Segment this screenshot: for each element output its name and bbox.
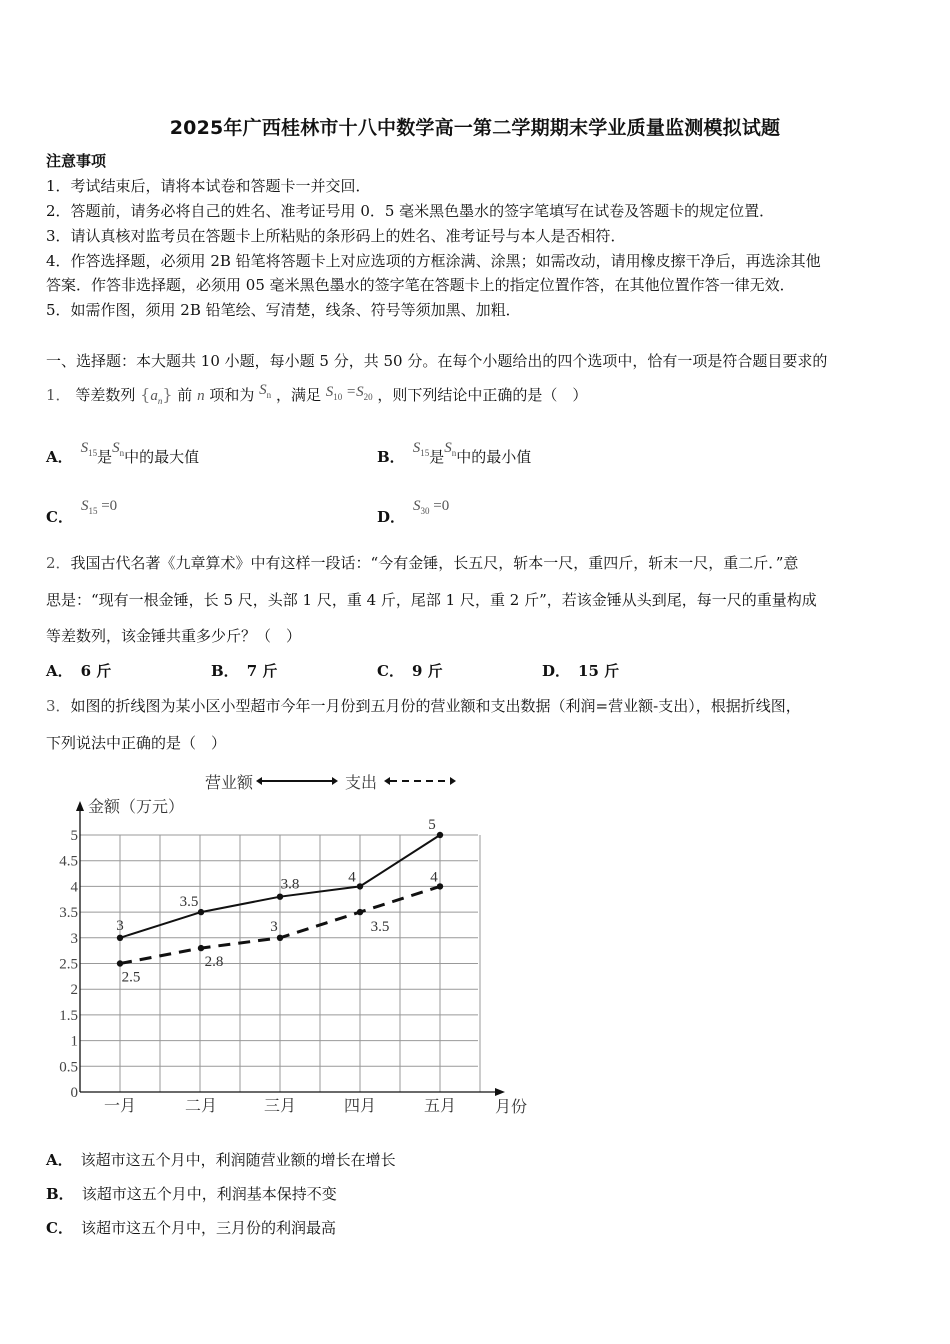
- math-s: S: [112, 440, 120, 456]
- x-tick-label: 二月: [184, 1096, 218, 1115]
- math-sub: n: [119, 448, 125, 458]
- math-s: S: [444, 440, 452, 456]
- y-tick-label: 0: [70, 1085, 78, 1101]
- math-s15: [81, 498, 117, 514]
- option-letter: B．: [46, 1185, 74, 1203]
- question-2: [46, 552, 798, 574]
- math-sub: 15: [420, 448, 430, 458]
- option-text: 9 斤: [411, 662, 443, 680]
- math-s: S: [259, 382, 267, 398]
- legend-arrow: [256, 777, 262, 785]
- option-letter: B．: [211, 662, 239, 680]
- math-sn: [112, 440, 124, 456]
- data-label-expense: 3.5: [370, 919, 390, 936]
- y-tick-label: 1.5: [59, 1007, 78, 1024]
- option-letter: B．: [377, 448, 405, 466]
- chart-grid: [80, 835, 480, 1092]
- math-sub: n: [157, 396, 163, 406]
- q2-text: 我国古代名著《九章算术》中有这样一段话：“今有金锤，长五尺，斩本一尺，重四斤，斩末一尺，重二斤．”意: [70, 554, 799, 572]
- data-label-expense: 2.8: [204, 954, 224, 971]
- option-text: 6 斤: [80, 662, 112, 680]
- q2-option-d[interactable]: [542, 660, 619, 682]
- x-tick-label: 一月: [103, 1096, 137, 1115]
- q3-option-c[interactable]: [46, 1217, 336, 1239]
- data-point-revenue: [277, 893, 283, 899]
- y-tick-label: 2: [70, 982, 78, 999]
- q1-option-a[interactable]: [46, 440, 200, 474]
- q3-text: 如图的折线图为某小区小型超市今年一月份到五月份的营业额和支出数据（利润=营业额-支出），根据折线图，: [70, 697, 801, 715]
- option-text: 是: [429, 448, 445, 466]
- math-s: S: [412, 440, 421, 456]
- data-label-expense: 2.5: [121, 969, 141, 986]
- data-point-expense: [117, 960, 123, 966]
- option-letter: C．: [377, 662, 404, 680]
- math-s15: [413, 440, 430, 456]
- legend-arrow: [332, 777, 338, 785]
- math-s: S: [80, 440, 89, 456]
- legend-arrow: [384, 777, 390, 785]
- chart-ticks: [59, 828, 456, 1115]
- notice-heading: 注意事项: [46, 152, 107, 170]
- data-point-expense: [198, 945, 204, 951]
- q1-text: ，则下列结论中正确的是（ ）: [377, 386, 588, 404]
- option-text: 是: [97, 448, 113, 466]
- math-sub: 15: [88, 448, 98, 458]
- q1-text: ，满足: [275, 386, 321, 404]
- x-tick-label: 四月: [343, 1096, 377, 1115]
- math-s: S: [80, 498, 89, 514]
- math-s: S: [356, 384, 364, 400]
- math-sn: [444, 440, 456, 456]
- option-letter: D．: [542, 662, 571, 680]
- option-letter: D．: [377, 508, 406, 526]
- data-label-expense: 4: [430, 869, 438, 886]
- option-text: 该超市这五个月中，利润基本保持不变: [81, 1185, 337, 1203]
- math-sn: [259, 382, 271, 398]
- option-letter: A．: [46, 448, 73, 466]
- math-eq: =0: [433, 498, 450, 514]
- chart-legend: [205, 773, 456, 792]
- math-sub: 20: [363, 392, 373, 402]
- math-n: n: [197, 388, 205, 404]
- math-eq: =0: [101, 498, 118, 514]
- data-point-revenue: [357, 883, 363, 889]
- right-brace: }: [162, 385, 173, 404]
- data-label-revenue: 3: [116, 917, 124, 934]
- x-tick-label: 五月: [423, 1096, 457, 1115]
- x-tick-label: 三月: [263, 1096, 297, 1115]
- data-label-expense: 3: [270, 918, 278, 935]
- math-s15: [81, 440, 98, 456]
- q3-option-b[interactable]: [46, 1183, 337, 1205]
- q1-text: 前: [177, 386, 193, 404]
- y-axis-arrow: [76, 801, 84, 811]
- math-a: a: [150, 388, 158, 404]
- notice-item-4-cont: 答案．作答非选择题，必须用 05 毫米黑色墨水的签字笔在答题卡上的指定位置作答，在其他位置作答一律无效．: [46, 276, 795, 294]
- data-point-revenue: [437, 832, 443, 838]
- math-s30: [413, 498, 449, 514]
- question-number: 1．: [46, 386, 71, 404]
- question-number: 3．: [46, 697, 71, 715]
- y-tick-label: 4: [70, 879, 78, 896]
- y-tick-label: 2.5: [59, 956, 78, 973]
- question-1: [46, 384, 587, 412]
- option-letter: C．: [46, 508, 73, 526]
- q3-option-a[interactable]: [46, 1149, 396, 1171]
- data-point-expense: [357, 909, 363, 915]
- data-point-expense: [277, 935, 283, 941]
- math-sub: n: [451, 448, 457, 458]
- data-label-revenue: 5: [428, 817, 436, 833]
- question-2-line-2: 思是：“现有一根金锤，长 5 尺，头部 1 尺，重 4 斤，尾部 1 尺，重 2 斤”，若该金锤从头到尾，每一尺的重量构成: [46, 591, 817, 609]
- y-tick-label: 0.5: [59, 1059, 78, 1076]
- y-tick-label: 3.5: [59, 905, 78, 922]
- q1-option-c[interactable]: [46, 498, 118, 534]
- math-sub: 10: [333, 392, 343, 402]
- notice-item-4: 4．作答选择题，必须用 2B 铅笔将答题卡上对应选项的方框涂满、涂黑；如需改动，请用橡皮擦干净后，再选涂其他: [46, 252, 821, 270]
- data-label-revenue: 3.5: [179, 894, 199, 911]
- data-point-expense: [437, 883, 443, 889]
- option-letter: C．: [46, 1219, 73, 1237]
- math-sub: 15: [88, 506, 98, 516]
- math-eq: =: [345, 384, 357, 400]
- y-tick-label: 5: [70, 828, 78, 844]
- q1-option-d[interactable]: [377, 498, 450, 534]
- question-3: [46, 695, 801, 717]
- option-letter: A．: [46, 662, 73, 680]
- math-sub: 30: [420, 506, 430, 516]
- notice-item-3: 3．请认真核对监考员在答题卡上所粘贴的条形码上的姓名、准考证号与本人是否相符．: [46, 227, 626, 245]
- option-text: 中的最小值: [456, 448, 532, 466]
- option-text: 15 斤: [578, 662, 620, 680]
- x-axis-arrow: [495, 1088, 505, 1096]
- data-point-revenue: [198, 909, 204, 915]
- page-title: 2025年广西桂林市十八中数学高一第二学期期末学业质量监测模拟试题: [169, 117, 781, 139]
- y-tick-label: 1: [70, 1033, 78, 1050]
- math-s: S: [413, 498, 421, 514]
- option-letter: A．: [46, 1151, 73, 1169]
- option-text: 中的最大值: [124, 448, 200, 466]
- q1-condition: [326, 384, 373, 400]
- question-2-line-3: 等差数列，该金锤共重多少斤？（ ）: [46, 627, 302, 645]
- section-heading: 一、选择题：本大题共 10 小题，每小题 5 分，共 50 分。在每个小题给出的四个选项中，恰有一项是符合题目要求的: [46, 352, 828, 370]
- y-tick-label: 3: [70, 930, 78, 947]
- y-axis-label: 金额（万元）: [88, 797, 185, 816]
- data-point-revenue: [117, 935, 123, 941]
- y-tick-label: 4.5: [59, 853, 78, 870]
- notice-item-5: 5．如需作图，须用 2B 铅笔绘、写清楚，线条、符号等须加黑、加粗．: [46, 301, 521, 319]
- option-text: 该超市这五个月中，利润随营业额的增长在增长: [80, 1151, 396, 1169]
- data-label-revenue: 4: [348, 869, 356, 886]
- math-s: S: [325, 384, 334, 400]
- line-chart: [40, 765, 540, 1125]
- question-3-line-2: 下列说法中正确的是（ ）: [46, 734, 227, 752]
- q1-text: 项和为: [209, 386, 255, 404]
- q2-option-c[interactable]: [377, 660, 443, 682]
- q2-option-a[interactable]: [46, 660, 111, 682]
- option-text: 7 斤: [246, 662, 278, 680]
- option-text: 该超市这五个月中，三月份的利润最高: [80, 1219, 336, 1237]
- chart-axes: [76, 797, 527, 1116]
- math-sub: n: [266, 390, 272, 400]
- data-label-revenue: 3.8: [280, 876, 300, 893]
- legend-arrow: [450, 777, 456, 785]
- left-brace: {: [140, 385, 151, 404]
- x-axis-label: 月份: [495, 1097, 528, 1116]
- notice-item-2: 2．答题前，请务必将自己的姓名、准考证号用 0．5 毫米黑色墨水的签字笔填写在试卷及答题卡的规定位置．: [46, 202, 775, 220]
- q1-option-b[interactable]: [377, 440, 532, 474]
- legend-label-expense: 支出: [345, 773, 378, 792]
- notice-item-1: 1．考试结束后，请将本试卷和答题卡一并交回．: [46, 177, 371, 195]
- q2-option-b[interactable]: [211, 660, 277, 682]
- legend-label-revenue: 营业额: [205, 773, 254, 792]
- q1-text: 等差数列: [75, 386, 136, 404]
- question-number: 2．: [46, 554, 71, 572]
